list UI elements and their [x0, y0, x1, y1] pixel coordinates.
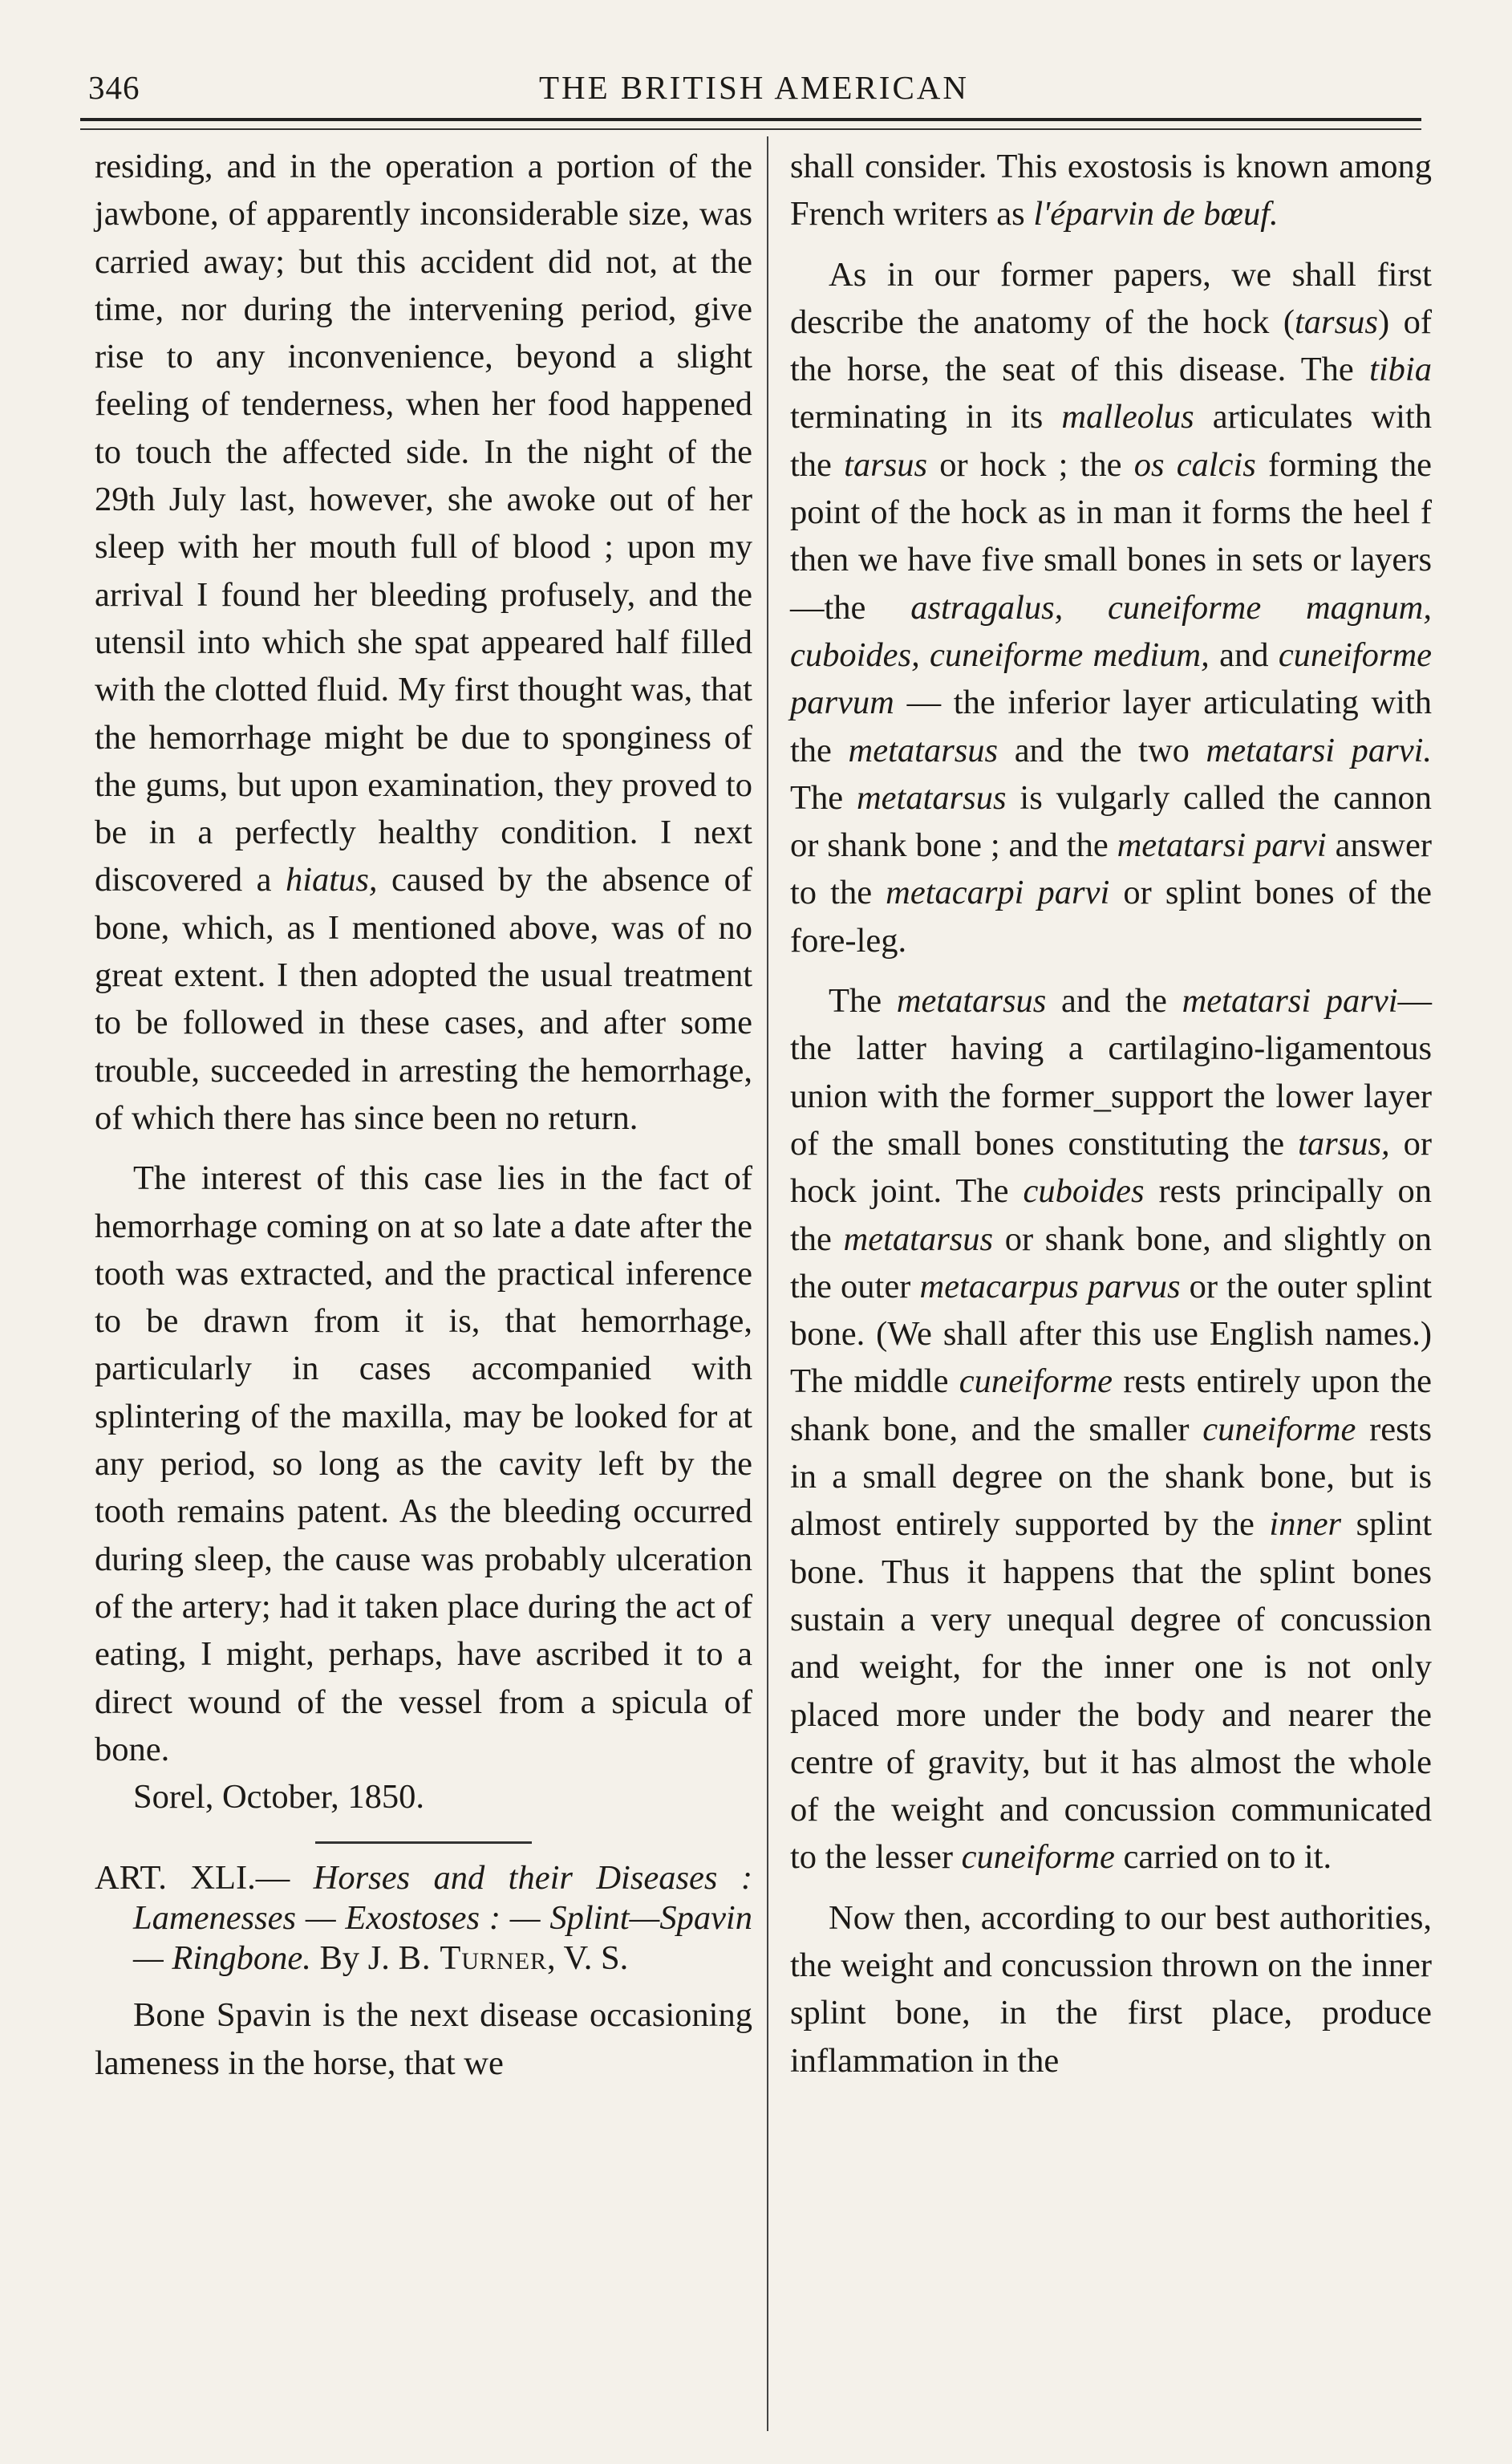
paragraph-exostosis: shall consider. This exostosis is known among French writers as l'éparvin de bœuf.: [790, 148, 1432, 233]
article-divider: [315, 1841, 532, 1844]
paragraph-anatomy: As in our former papers, we shall first describe the anatomy of the hock (tarsus) of the horse, the seat of this disease. The tibia terminating in its malleolus articulates with the tarsus or hock ; the os calcis forming the point of the hock as in man it forms the heel f then we have five small bones in sets or layers—the astragalus, cuneiforme magnum, cuboides, cuneiforme medium, and cuneiforme parvum — the inferior layer articulating with the metatarsus and the two metatarsi parvi. The metatarsus is vulgarly called the cannon or shank bone ; and the metatarsi parvi answer to the metacarpi parvi or splint bones of the fore-leg.: [790, 255, 1433, 960]
column-divider: [767, 136, 768, 2431]
page-number: 346: [88, 69, 140, 106]
article-heading: ART. XLI.— Horses and their Diseases : Lamenesses — Exostoses : — Splint—Spavin — Ringbone. By J. B. Turner, V. S.: [95, 1859, 752, 1978]
header-rule-thin: [80, 128, 1421, 130]
page-header: [88, 68, 1420, 116]
running-head: THE BRITISH AMERICAN: [538, 69, 970, 106]
paragraph-interest: The interest of this case lies in the fact of hemorrhage coming on at so late a date after the tooth was extracted, and the practical inference to be drawn from it is, that hemorrhage, particularly in cases accompanied with splintering of the maxilla, may be looked for at any period, so long as the cavity left by the tooth remains patent. As the bleeding occurred during sleep, the cause was probably ulceration of the artery; had it taken place during the act of eating, I might, perhaps, have ascribed it to a direct wound of the vessel from a spicula of bone.: [95, 1159, 752, 1768]
header-rule-thick: [80, 118, 1421, 121]
paragraph-metatarsus: The metatarsus and the metatarsi parvi—the latter having a cartilagino-ligamentous union with the former_support the lower layer of the small bones constituting the tarsus, or hock joint. The cuboides rests principally on the metatarsus or shank bone, and slightly on the outer metacarpus parvus or the outer splint bone. (We shall after this use English names.) The middle cuneiforme rests entirely upon the shank bone, and the smaller cuneiforme rests in a small degree on the shank bone, but is almost entirely supported by the inner splint bone. Thus it happens that the splint bones sustain a very unequal degree of concussion and weight, for the inner one is not only placed more under the body and nearer the centre of gravity, but it has almost the whole of the weight and concussion communicated to the lesser cuneiforme carried on to it.: [790, 982, 1433, 1877]
paragraph-authorities: Now then, according to our best authorities, the weight and concussion thrown on the inner splint bone, in the first place, produce inflammation in the: [790, 1898, 1432, 2080]
paragraph-bone-spavin: Bone Spavin is the next disease occasioning lameness in the horse, that we: [95, 1996, 752, 2082]
signoff: Sorel, October, 1850.: [133, 1778, 425, 1817]
right-column: [790, 143, 1432, 2084]
left-column: [95, 143, 752, 2087]
paragraph-continuation: residing, and in the operation a portion of the jawbone, of apparently inconsiderable size, was carried away; but this accident did not, at the time, nor during the intervening period, give rise to any inconvenience, beyond a slight feeling of tenderness, when her food happened to touch the affected side. In the night of the 29th July last, however, she awoke out of her sleep with her mouth full of blood ; upon my arrival I found her bleeding profusely, and the utensil into which she spat appeared half filled with the clotted fluid. My first thought was, that the hemorrhage might be due to sponginess of the gums, but upon examination, they proved to be in a perfectly healthy condition. I next discovered a hiatus, caused by the absence of bone, which, as I mentioned above, was of no great extent. I then adopted the usual treatment to be followed in these cases, and after some trouble, succeeded in arresting the hemorrhage, of which there has since been no return.: [95, 148, 753, 1137]
